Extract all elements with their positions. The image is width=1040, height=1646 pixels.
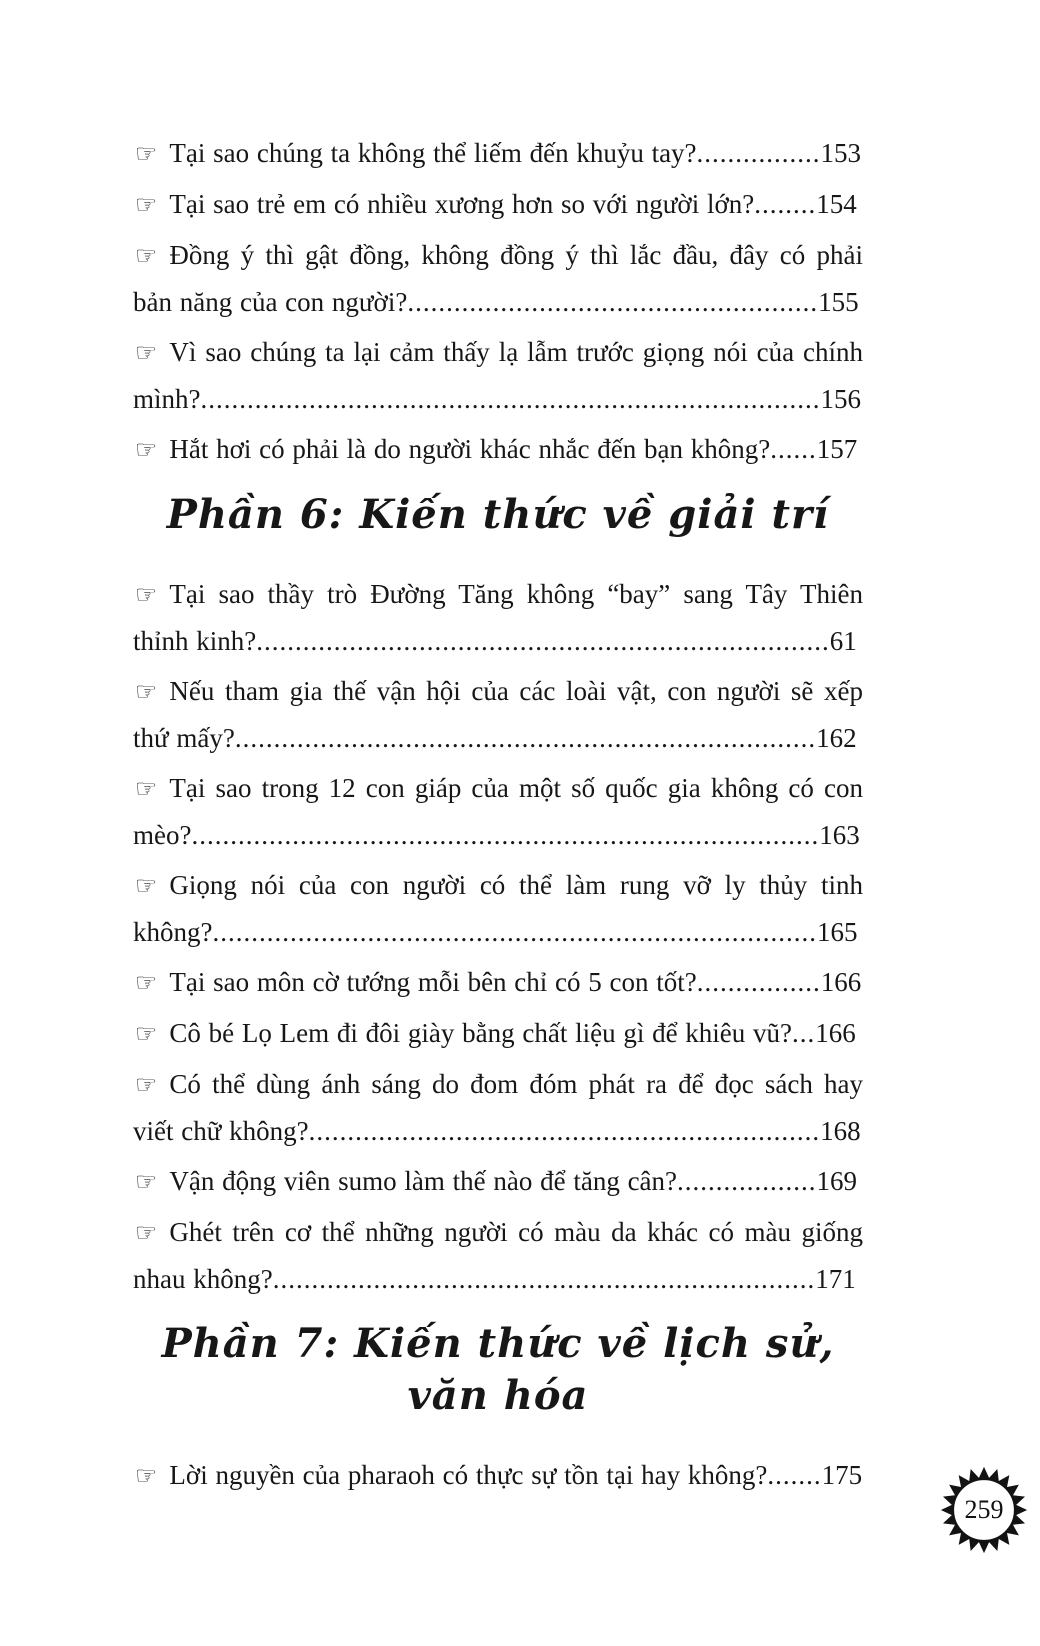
toc-entry-page-number: 61 [829,626,857,656]
toc-entry-text: Tại sao trẻ em có nhiều xương hơn so với người lớn? [169,189,755,219]
pointing-hand-icon: ☞ [135,241,158,270]
dot-leader: ........ [754,189,817,219]
pointing-hand-icon: ☞ [135,139,158,168]
toc-entry-text: Lời nguyền của pharaoh có thực sự tồn tại hay không? [169,1460,768,1490]
dot-leader: ................................................................................. [191,820,820,850]
pointing-hand-icon: ☞ [135,338,158,367]
toc-section [133,130,863,473]
toc-entry [133,181,863,228]
toc-entry-text: Vận động viên sumo làm thế nào để tăng cân? [169,1166,678,1196]
toc-entry-text: Ghét trên cơ thể những người có màu da khác có màu giống nhau không? [133,1217,863,1294]
pointing-hand-icon: ☞ [135,968,158,997]
dot-leader: ...... [770,434,817,464]
toc-entry [133,765,863,858]
toc-entry [133,1209,863,1302]
toc-entry-page-number: 156 [820,384,861,414]
toc-entry-text: Hắt hơi có phải là do người khác nhắc đến bạn không? [169,434,771,464]
toc-entry-page-number: 157 [816,434,858,464]
section-heading-phan-6: Phần 6: Kiến thức về giải trí [166,491,830,538]
page-number: 259 [964,1495,1004,1524]
toc-entry-page-number: 162 [816,723,857,753]
toc-entry [133,668,863,761]
dot-leader: ...................................................................... [272,1264,816,1294]
pointing-hand-icon: ☞ [135,774,158,803]
pointing-hand-icon: ☞ [135,190,158,219]
dot-leader: .......................................................................... [256,626,830,656]
pointing-hand-icon: ☞ [135,1218,158,1247]
toc-entry-text: Giọng nói của con người có thể làm rung vỡ ly thủy tinh không? [133,870,863,947]
page-number-badge [940,1466,1028,1554]
toc-entry [133,1010,863,1057]
toc-entry [133,959,863,1006]
pointing-hand-icon: ☞ [135,871,158,900]
toc-entry-page-number: 169 [816,1166,858,1196]
toc-entry-page-number: 171 [815,1264,856,1294]
section-heading-phan-7: Phần 7: Kiến thức về lịch sử, văn hóa [161,1320,835,1419]
toc-entry-page-number: 153 [820,138,862,168]
pointing-hand-icon: ☞ [135,1070,158,1099]
toc-entry [133,426,863,473]
dot-leader: .................. [677,1166,817,1196]
toc-entry [133,1452,863,1499]
dot-leader: ................ [696,967,821,997]
dot-leader: .................................................................. [308,1116,821,1146]
pointing-hand-icon: ☞ [135,1461,158,1490]
dot-leader: ....... [767,1460,822,1490]
toc-entry [133,329,863,422]
toc-entry-page-number: 155 [818,287,859,317]
toc-entry-page-number: 165 [816,917,858,947]
toc-entry-page-number: 168 [820,1116,861,1146]
pointing-hand-icon: ☞ [135,1019,158,1048]
dot-leader: ... [792,1018,816,1048]
toc-entry [133,232,863,325]
toc-section [133,489,863,1302]
pointing-hand-icon: ☞ [135,677,158,706]
toc-entry-text: Tại sao môn cờ tướng mỗi bên chỉ có 5 con tốt? [169,967,697,997]
toc-entry-text: Tại sao chúng ta không thể liếm đến khuỷu tay? [169,138,697,168]
toc-entry-page-number: 166 [815,1018,856,1048]
dot-leader: .............................................................................. [212,917,817,947]
toc-entry-text: Tại sao trong 12 con giáp của một số quốc gia không có con mèo? [133,773,863,850]
dot-leader: ........................................................................... [234,723,817,753]
table-of-contents [133,130,863,1503]
pointing-hand-icon: ☞ [135,435,158,464]
toc-entry-page-number: 163 [819,820,860,850]
toc-entry-text: Có thể dùng ánh sáng do đom đóm phát ra để đọc sách hay viết chữ không? [133,1069,863,1146]
toc-entry-page-number: 166 [820,967,862,997]
toc-section [133,1318,863,1499]
toc-entry-page-number: 154 [816,189,857,219]
toc-entry-text: Vì sao chúng ta lại cảm thấy lạ lẫm trước giọng nói của chính mình? [133,337,863,414]
toc-entry [133,1061,863,1154]
toc-entry [133,862,863,955]
dot-leader: ................ [696,138,821,168]
toc-entry [133,571,863,664]
toc-entry [133,1158,863,1205]
dot-leader: ..................................................... [407,287,819,317]
pointing-hand-icon: ☞ [135,580,158,609]
toc-entry-text: Tại sao thầy trò Đường Tăng không “bay” sang Tây Thiên thỉnh kinh? [133,579,863,656]
toc-entry-text: Cô bé Lọ Lem đi đôi giày bằng chất liệu gì để khiêu vũ? [169,1018,793,1048]
toc-entry-text: Nếu tham gia thế vận hội của các loài vật, con người sẽ xếp thứ mấy? [133,676,863,753]
dot-leader: ................................................................................ [200,384,821,414]
toc-entry [133,130,863,177]
toc-entry-text: Đồng ý thì gật đồng, không đồng ý thì lắc đầu, đây có phải bản năng của con người? [133,240,863,317]
toc-entry-page-number: 175 [821,1460,863,1490]
pointing-hand-icon: ☞ [135,1167,158,1196]
